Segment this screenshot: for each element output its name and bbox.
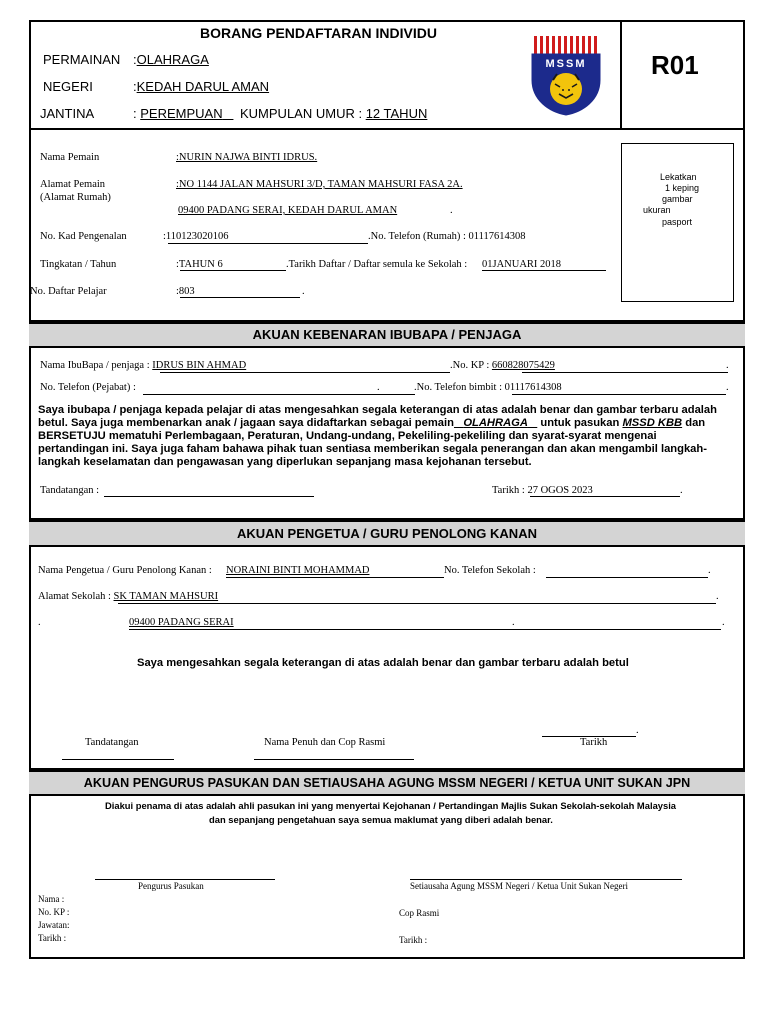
- parent-tarikh: Tarikh : 27 OGOS 2023: [492, 485, 593, 496]
- pengurus-label: Pengurus Pasukan: [138, 881, 204, 891]
- dot-3: .: [726, 360, 729, 371]
- tel-rumah: .No. Telefon (Rumah) : 01117614308: [368, 231, 526, 242]
- alamat-pemain-value: :NO 1144 JALAN MAHSURI 3/D, TAMAN MAHSURI FASA 2A.: [176, 179, 463, 190]
- dot-8: .: [716, 591, 719, 602]
- alamat-sekolah-2: 09400 PADANG SERAI: [129, 617, 234, 628]
- tingkatan-value: :TAHUN 6: [176, 259, 223, 270]
- manager-section-title: AKUAN PENGURUS PASUKAN DAN SETIAUSAHA AGUNG MSSM NEGERI / KETUA UNIT SUKAN JPN: [29, 770, 745, 796]
- tingkatan-underline: [180, 270, 286, 271]
- logo-text: MSSM: [545, 58, 587, 70]
- parent-tandatangan-label: Tandatangan :: [40, 485, 100, 496]
- jantina-value: : PEREMPUAN: [133, 106, 223, 121]
- negeri-value: :KEDAH DARUL AMAN: [133, 79, 270, 94]
- alamat-sekolah-underline-2: [129, 629, 721, 630]
- cop-rasmi-label: Cop Rasmi: [399, 908, 440, 918]
- parent-para-3: BERSETUJU mematuhi Perlembagaan, Peraturan, Undang-undang, Pekeliling-pekeliling dan syarat-syarat mengenai: [38, 430, 657, 442]
- daftar-underline: [180, 297, 300, 298]
- photo-text-3: gambar: [662, 194, 693, 204]
- dot-1: .: [450, 205, 453, 216]
- parent-sig-line: [104, 496, 314, 497]
- tel-bimbit-underline: [512, 394, 726, 395]
- dot-4: .: [377, 382, 380, 393]
- principal-cop-line: [254, 759, 414, 760]
- photo-text-2: 1 keping: [665, 183, 700, 193]
- principal-section-title: AKUAN PENGETUA / GURU PENOLONG KANAN: [29, 520, 745, 547]
- tarikh-daftar-label: .Tarikh Daftar / Daftar semula ke Sekolah :: [286, 259, 468, 270]
- dot-10: .: [512, 617, 515, 628]
- parent-para-2: betul. Saya juga membenarkan anak / jagaan saya didaftarkan sebagai pemain OLAHRAGA untuk pasukan MSSD KBB dan: [38, 417, 706, 429]
- negeri-label: NEGERI: [43, 79, 93, 94]
- parent-kp-underline: [522, 372, 728, 373]
- form-code: R01: [651, 50, 699, 80]
- parent-para-1: Saya ibubapa / penjaga kepada pelajar di atas mengesahkan segala keterangan di atas adalah benar dan gambar terbaru adalah: [38, 404, 717, 416]
- principal-tarikh-label: Tarikh: [580, 737, 608, 748]
- parent-kp: .No. KP : 660828075429: [450, 360, 555, 371]
- photo-text-5: pasport: [662, 217, 693, 227]
- tarikh-daftar-value: 01JANUARI 2018: [482, 259, 562, 270]
- kp-label: No. Kad Pengenalan: [40, 231, 127, 242]
- dot-6: .: [680, 485, 683, 496]
- principal-tel-underline: [546, 577, 708, 578]
- parent-nama: Nama IbuBapa / penjaga : IDRUS BIN AHMAD: [40, 360, 247, 371]
- kumpulan-umur: KUMPULAN UMUR : 12 TAHUN: [240, 106, 428, 121]
- daftar-pelajar-value: :803: [176, 286, 195, 297]
- kp-value: :110123020106: [163, 231, 229, 242]
- parent-para-5: langkah keselamatan dan pengawasan yang diperlukan sepanjang masa kejohanan tersebut.: [38, 456, 532, 468]
- manager-tarikh2-label: Tarikh :: [399, 935, 428, 945]
- manager-text-1: Diakui penama di atas adalah ahli pasukan ini yang menyertai Kejohanan / Pertandingan Majlis Sukan Sekolah-sekolah Malaysia: [105, 800, 677, 811]
- daftar-pelajar-label: No. Daftar Pelajar: [30, 286, 107, 297]
- manager-kp-label: No. KP :: [38, 907, 70, 917]
- photo-text-1: Lekatkan: [660, 172, 697, 182]
- alamat-sekolah: Alamat Sekolah : SK TAMAN MAHSURI: [38, 591, 219, 602]
- principal-tel-label: No. Telefon Sekolah :: [444, 565, 536, 576]
- dot-5: .: [726, 382, 729, 393]
- tel-bimbit: .No. Telefon bimbit : 01117614308: [414, 382, 562, 393]
- dot-12: .: [636, 725, 639, 736]
- principal-nama-label: Nama Pengetua / Guru Penolong Kanan :: [38, 565, 212, 576]
- nama-pemain-value: :NURIN NAJWA BINTI IDRUS.: [176, 152, 318, 163]
- principal-nama-underline: [226, 577, 444, 578]
- permainan-label: PERMAINAN: [43, 52, 121, 67]
- dot-9: .: [38, 617, 41, 628]
- alamat-pemain-label: Alamat Pemain: [40, 179, 106, 190]
- dot-11: .: [722, 617, 725, 628]
- alamat-rumah-label: (Alamat Rumah): [40, 192, 111, 203]
- parent-nama-underline: [160, 372, 450, 373]
- dot-2: .: [302, 286, 305, 297]
- tel-pejabat-label: No. Telefon (Pejabat) :: [40, 382, 136, 393]
- principal-nama-value: NORAINI BINTI MOHAMMAD: [226, 565, 370, 576]
- manager-nama-label: Nama :: [38, 894, 65, 904]
- manager-box: [29, 770, 745, 959]
- alamat-pemain-value2: 09400 PADANG SERAI, KEDAH DARUL AMAN: [178, 205, 398, 216]
- setiausaha-label: Setiausaha Agung MSSM Negeri / Ketua Unit Sukan Negeri: [410, 881, 628, 891]
- principal-sig-label: Tandatangan: [85, 737, 139, 748]
- kp-underline: [168, 243, 368, 244]
- principal-sig-line: [62, 759, 174, 760]
- permainan-value: :OLAHRAGA: [133, 52, 209, 67]
- form-title: BORANG PENDAFTARAN INDIVIDU: [200, 25, 437, 41]
- pengurus-sig-line: [95, 879, 275, 880]
- jantina-label: JANTINA: [40, 106, 95, 121]
- alamat-sekolah-underline: [118, 603, 716, 604]
- tingkatan-label: Tingkatan / Tahun: [40, 259, 117, 270]
- tel-pejabat-underline: [143, 394, 415, 395]
- manager-jawatan-label: Jawatan:: [38, 920, 70, 930]
- setiausaha-sig-line: [410, 879, 682, 880]
- photo-text-4: ukuran: [643, 205, 671, 215]
- dot-7: .: [708, 565, 711, 576]
- principal-cop-label: Nama Penuh dan Cop Rasmi: [264, 737, 386, 748]
- parent-tarikh-underline: [530, 496, 680, 497]
- parent-section-title: AKUAN KEBENARAN IBUBAPA / PENJAGA: [29, 322, 745, 348]
- manager-text-2: dan sepanjang pengetahuan saya semua maklumat yang diberi adalah benar.: [209, 814, 553, 825]
- manager-tarikh-label: Tarikh :: [38, 933, 67, 943]
- header-divider: [620, 20, 622, 130]
- tarikh-daftar-underline: [482, 270, 606, 271]
- logo-stripes: [533, 36, 599, 56]
- nama-pemain-label: Nama Pemain: [40, 152, 100, 163]
- principal-confirm: Saya mengesahkan segala keterangan di atas adalah benar dan gambar terbaru adalah betul: [137, 657, 629, 669]
- mssm-logo: [529, 34, 603, 116]
- parent-para-4: pertandingan ini. Saya juga faham bahawa pihak tuan sentiasa memberikan segala penerangan dan akan mengambil langkah-: [38, 443, 707, 455]
